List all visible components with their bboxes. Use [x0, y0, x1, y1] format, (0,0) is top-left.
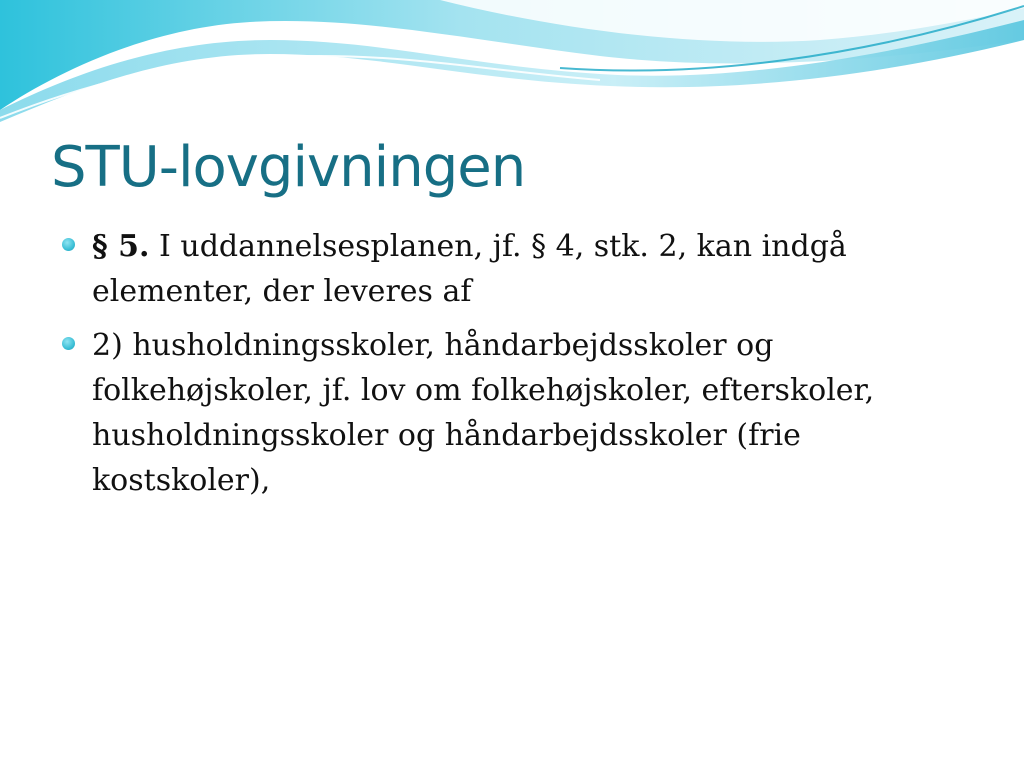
bullet-text: 2) husholdningsskoler, håndarbejdsskoler og folkehøjskoler, jf. lov om folkehøjskoler, efterskoler, husholdningsskoler og håndarbejdsskoler (frie kostskoler), [92, 328, 875, 498]
bullet-list [62, 224, 922, 512]
bullet-text: I uddannelsesplanen, jf. § 4, stk. 2, kan indgå elementer, der leveres af [92, 229, 847, 309]
bullet-item [62, 323, 922, 503]
bullet-lead: § 5. [92, 229, 150, 264]
slide-title: STU-lovgivningen [51, 135, 526, 200]
header-wave-decoration [0, 0, 1024, 130]
wave-line-2 [0, 56, 600, 118]
bullet-dot-icon [62, 337, 75, 350]
bullet-dot-icon [62, 238, 75, 251]
bullet-item [62, 224, 922, 314]
